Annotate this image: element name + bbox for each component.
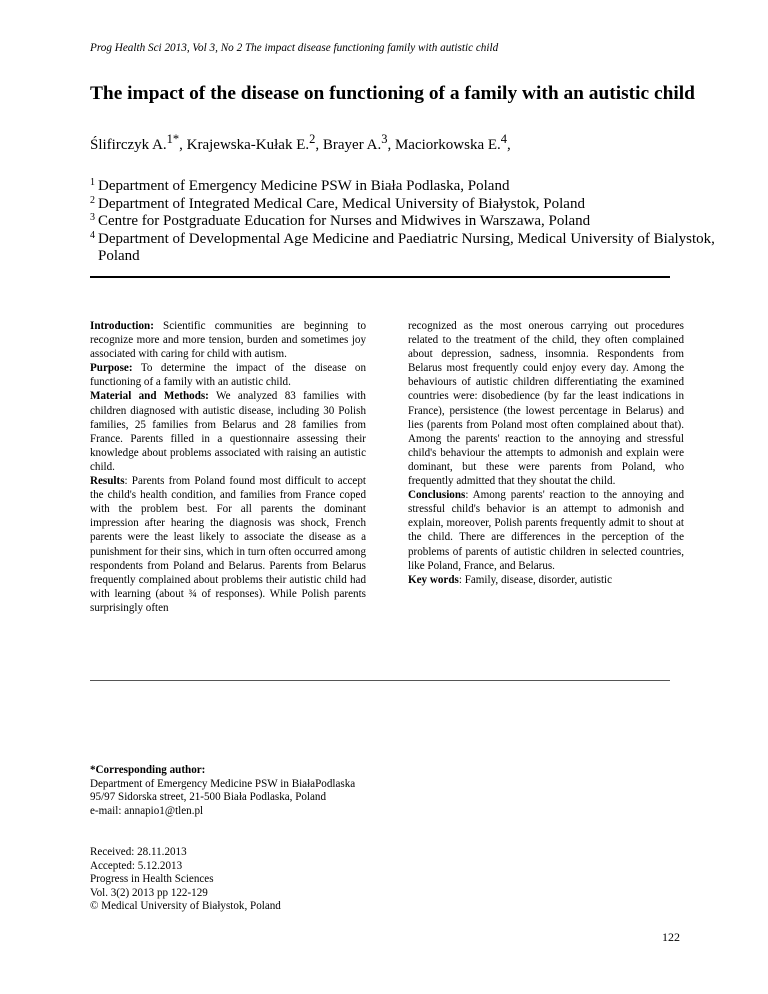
abstract-text: : Family, disease, disorder, autistic [458, 573, 613, 586]
abstract-text: To determine the impact of the disease on functioning of a family with an autistic child. [90, 362, 366, 389]
copyright: © Medical University of Białystok, Poland [90, 900, 281, 913]
abstract-paragraph-methods [90, 389, 366, 474]
affiliation-number: 3 [90, 212, 95, 224]
abstract-paragraph-conclusions [408, 488, 684, 573]
abstract-label: Results [90, 475, 125, 488]
affiliation-text: Centre for Postgraduate Education for Nurses and Midwives in Warszawa, Poland [98, 213, 591, 230]
affiliation-item [90, 196, 730, 214]
author-name: Maciorkowska E. [394, 137, 501, 153]
abstract-paragraph-results [90, 474, 366, 615]
abstract-label: Introduction: [90, 320, 154, 332]
abstract-top-rule [90, 276, 670, 278]
author-name: Krajewska-Kułak E. [186, 137, 310, 153]
abstract-label: Key words [408, 573, 459, 586]
abstract-text: Scientific communities are beginning to recognize more and more tension, burden and sometimes joy associated with caring for child with autism. [90, 320, 366, 361]
author-affiliation-mark: 4 [500, 132, 508, 146]
corresponding-author-line: Department of Emergency Medicine PSW in BiałaPodlaska [90, 777, 356, 790]
abstract-text: We analyzed 83 families with children diagnosed with autistic disease, including 30 Polish families, 25 families from Belarus and 28 families from France. Parents filled in a questionnaire assessing their knowledge about problems associated with raising an autistic child. [90, 390, 366, 473]
abstract-text: recognized as the most onerous carrying out procedures related to the treatment of the child, they often complained about depression, sadness, insomnia. Respondents from Belarus most frequently could enjoy every day. Among the behaviours of autistic children differentiating the examined countries were: disobedience (by far the least indications in France), persistence (the lowest percentage in Belarus) and lies (parents from Poland most often complained about that). Among the parents' reaction to the annoying and stressful child's behaviour the attempts to admonish and explain were dominant, but these were parents from Poland, who frequently admitted that they shoutat the child. [408, 320, 684, 488]
running-head: Prog Health Sci 2013, Vol 3, No 2 The impact disease functioning family with autistic child [90, 42, 499, 54]
author-separator: , [179, 137, 187, 153]
abstract-label: Conclusions [408, 489, 466, 502]
corresponding-author-block [90, 764, 490, 818]
affiliation-number: 4 [90, 229, 95, 241]
abstract-label: Material and Methods: [90, 390, 209, 403]
affiliation-text: Department of Integrated Medical Care, Medical University of Białystok, Poland [98, 195, 585, 212]
received-date: Received: 28.11.2013 [90, 846, 187, 858]
volume-pages: Vol. 3(2) 2013 pp 122-129 [90, 886, 208, 899]
author-separator: , [387, 137, 395, 153]
abstract-paragraph-keywords [408, 573, 684, 587]
accepted-date: Accepted: 5.12.2013 [90, 859, 183, 872]
abstract-right-column [408, 319, 684, 587]
corresponding-author-email: e-mail: annapio1@tlen.pl [90, 804, 204, 817]
corresponding-author-label: *Corresponding author: [90, 764, 206, 776]
affiliation-item [90, 178, 730, 196]
abstract-paragraph-purpose [90, 361, 366, 389]
affiliation-number: 2 [90, 194, 95, 206]
abstract-label: Purpose: [90, 362, 133, 375]
journal-name: Progress in Health Sciences [90, 873, 214, 886]
page-number: 122 [662, 930, 680, 944]
abstract-text: : Among parents' reaction to the annoying and stressful child's behavior is an attempt to admonish and explain, moreover, Polish parents frequently admit to shout at the child. There are differences in the perception of the problems of parents of autistic children in selected countries, like Poland, France, and Belarus. [408, 489, 684, 572]
affiliation-number: 1 [90, 177, 95, 188]
author-separator: , [507, 137, 511, 153]
article-title: The impact of the disease on functioning of a family with an autistic child [90, 83, 695, 104]
author-affiliation-mark: 2 [309, 132, 316, 146]
author-separator: , [315, 137, 323, 153]
affiliation-text: Department of Emergency Medicine PSW in Biała Podlaska, Poland [98, 178, 510, 194]
abstract-bottom-rule [90, 680, 670, 681]
affiliation-item [90, 213, 730, 231]
abstract-paragraph-results-continued [408, 319, 684, 488]
publication-info-block [90, 846, 490, 914]
affiliation-item [90, 231, 730, 266]
author-affiliation-mark: 3 [381, 132, 388, 146]
author-name: Brayer A. [322, 137, 382, 153]
author-name: Ślifirczyk A. [90, 137, 167, 153]
abstract-left-column [90, 319, 366, 615]
affiliation-text: Department of Developmental Age Medicine and Paediatric Nursing, Medical University of Bialystok, Poland [98, 230, 715, 265]
abstract-paragraph-introduction [90, 319, 366, 361]
abstract-text: : Parents from Poland found most difficult to accept the child's health condition, and families from France coped with the problem best. For all parents the dominant impression after hearing the diagnosis was shock, French parents were the least likely to associate the disease as a punishment for their sins, which in turn often occurred among respondents from Poland and Belarus. Parents from Belarus frequently complained about problems their autistic child had with learning (about ¾ of responses). While Polish parents surprisingly often [90, 475, 366, 614]
corresponding-author-line: 95/97 Sidorska street, 21-500 Biała Podlaska, Poland [90, 791, 327, 804]
author-affiliation-mark: 1* [166, 132, 180, 146]
affiliation-list [90, 178, 730, 266]
author-list [90, 132, 710, 154]
